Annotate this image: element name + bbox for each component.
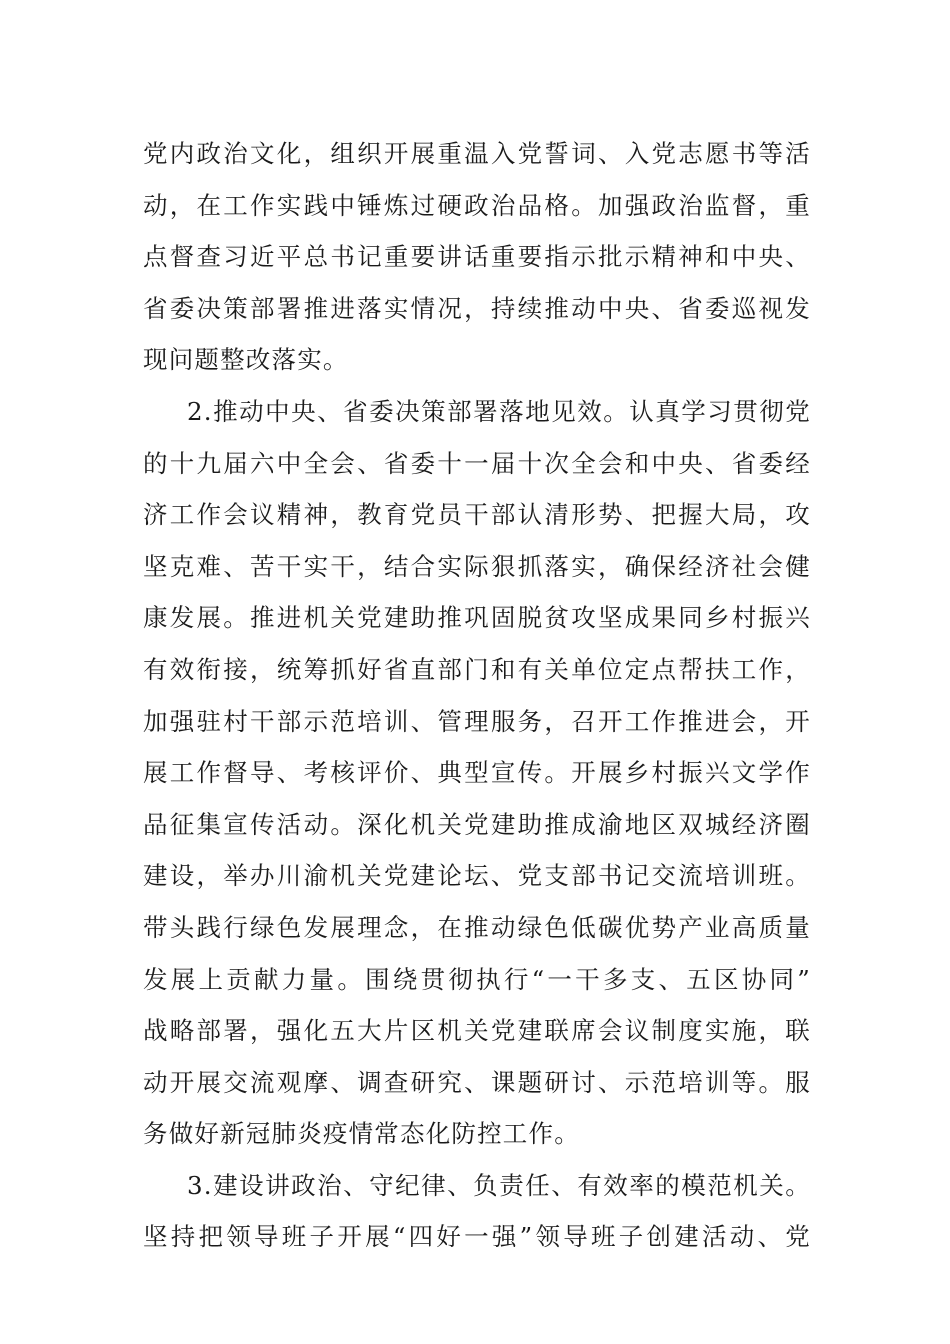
section-heading-2: 2.推动中央、省委决策部署落地见效。认真学习贯彻党 <box>187 396 811 426</box>
text-line: 品征集宣传活动。深化机关党建助推成渝地区双城经济圈 <box>143 809 811 839</box>
text-line: 动，在工作实践中锤炼过硬政治品格。加强政治监督，重 <box>143 190 811 220</box>
text-line: 展工作督导、考核评价、典型宣传。开展乡村振兴文学作 <box>143 758 811 788</box>
text-line: 有效衔接，统筹抓好省直部门和有关单位定点帮扶工作， <box>143 654 811 684</box>
text-line: 省委决策部署推进落实情况，持续推动中央、省委巡视发 <box>143 293 811 323</box>
text-line: 动开展交流观摩、调查研究、课题研讨、示范培训等。服 <box>143 1067 811 1097</box>
text-line: 党内政治文化，组织开展重温入党誓词、入党志愿书等活 <box>143 139 811 168</box>
text-line: 战略部署，强化五大片区机关党建联席会议制度实施，联 <box>143 1016 811 1046</box>
text-line: 济工作会议精神，教育党员干部认清形势、把握大局，攻 <box>143 500 811 530</box>
text-line: 点督查习近平总书记重要讲话重要指示批示精神和中央、 <box>143 242 811 272</box>
text-line: 坚持把领导班子开展“四好一强”领导班子创建活动、党 <box>143 1222 811 1252</box>
text-line: 的十九届六中全会、省委十一届十次全会和中央、省委经 <box>143 448 811 478</box>
text-line: 康发展。推进机关党建助推巩固脱贫攻坚成果同乡村振兴 <box>143 603 811 633</box>
text-line: 发展上贡献力量。围绕贯彻执行“一干多支、五区协同” <box>143 964 811 994</box>
text-line: 坚克难、苦干实干，结合实际狠抓落实，确保经济社会健 <box>143 551 811 581</box>
section-heading-3: 3.建设讲政治、守纪律、负责任、有效率的模范机关。 <box>187 1170 811 1200</box>
text-line: 务做好新冠肺炎疫情常态化防控工作。 <box>143 1119 580 1149</box>
text-line: 加强驻村干部示范培训、管理服务，召开工作推进会，开 <box>143 706 811 736</box>
body-text <box>143 128 811 1263</box>
text-line: 带头践行绿色发展理念，在推动绿色低碳优势产业高质量 <box>143 912 811 942</box>
text-line: 现问题整改落实。 <box>143 345 349 375</box>
text-line: 建设，举办川渝机关党建论坛、党支部书记交流培训班。 <box>143 861 811 891</box>
